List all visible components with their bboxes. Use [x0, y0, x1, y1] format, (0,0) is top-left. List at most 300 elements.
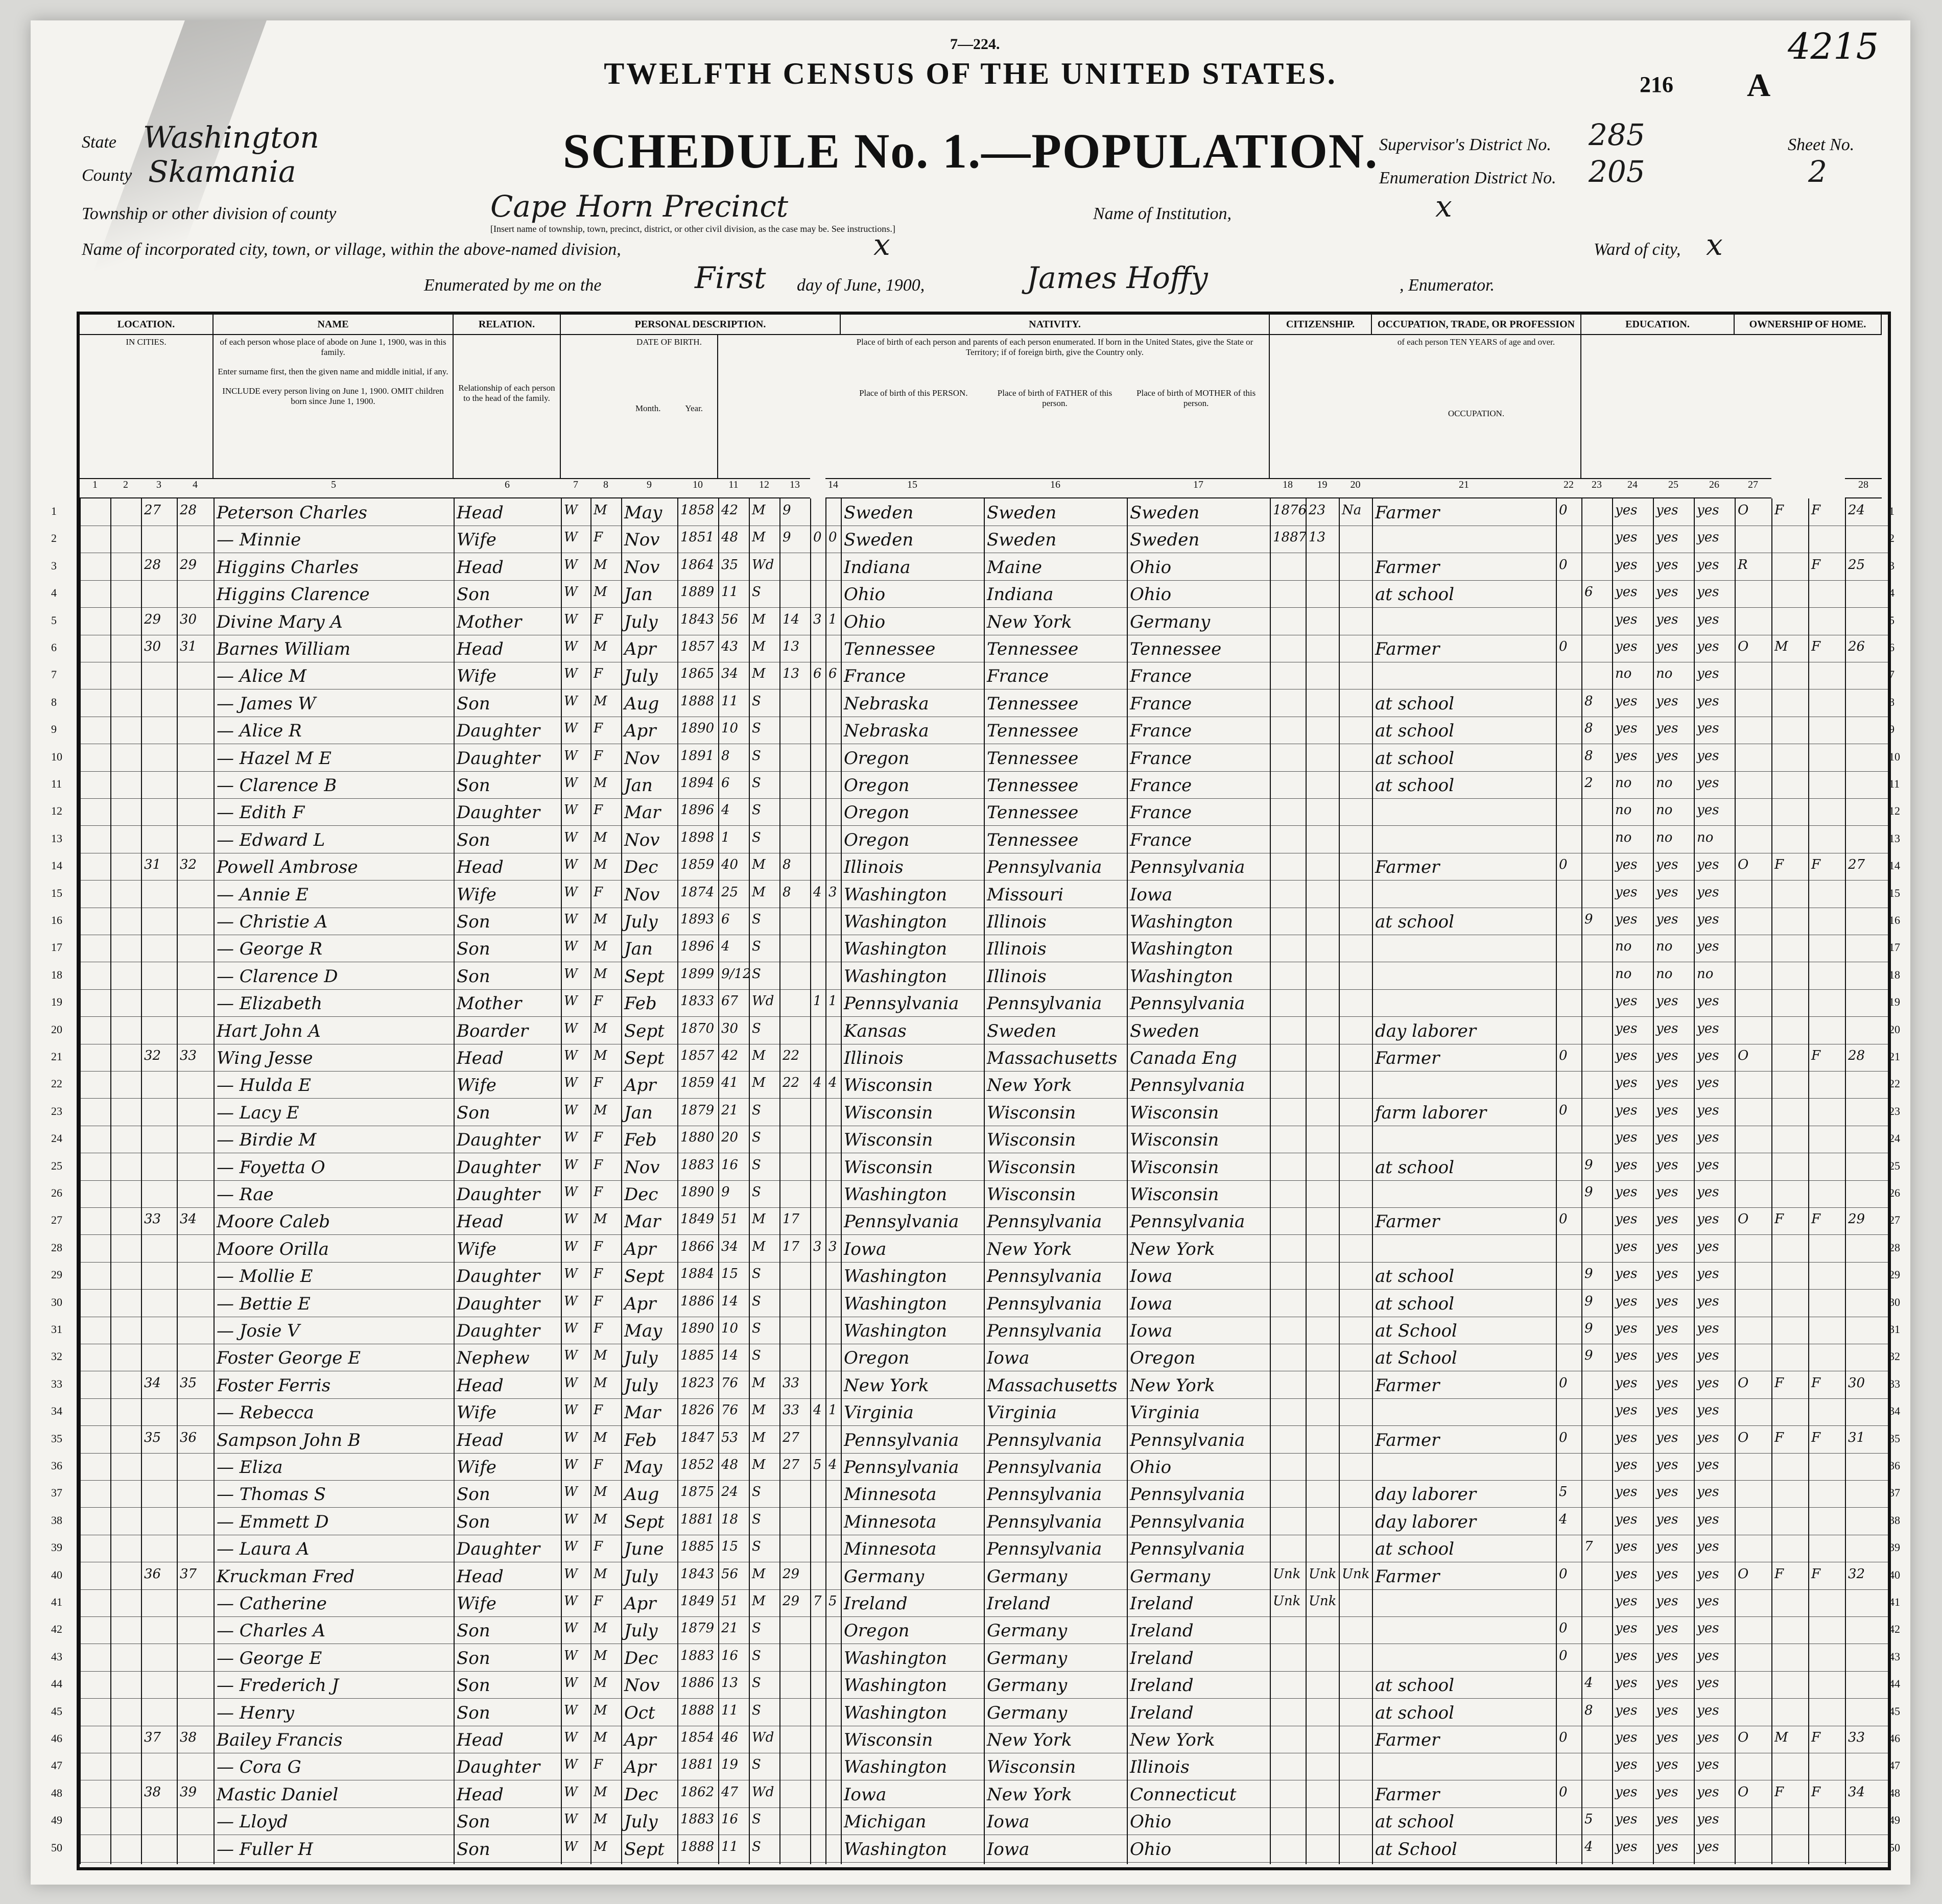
column-divider	[1270, 498, 1271, 1864]
cell-father: Sweden	[987, 503, 1057, 523]
cell-write: yes	[1656, 584, 1678, 600]
cell-year: 1879	[680, 1621, 715, 1636]
line-number: 48	[51, 1786, 62, 1799]
year-label: Year.	[685, 403, 703, 413]
cell-occupation: at school	[1375, 584, 1454, 605]
cell-age: 21	[721, 1102, 739, 1118]
column-number: 21	[1372, 478, 1556, 498]
cell-marital: S	[752, 939, 761, 955]
cell-name: Sampson John B	[217, 1430, 361, 1450]
cell-marital: S	[752, 1539, 761, 1555]
cell-birth: Oregon	[844, 748, 910, 769]
line-number: 27	[1889, 1213, 1900, 1227]
cell-name: Moore Caleb	[217, 1211, 330, 1232]
cell-birth: Wisconsin	[844, 1130, 933, 1151]
cell-name: Barnes William	[217, 639, 351, 659]
schedule-title: SCHEDULE No. 1.—POPULATION.	[562, 124, 1379, 178]
cell-write: yes	[1656, 1184, 1678, 1200]
line-number: 49	[1889, 1814, 1900, 1827]
cell-relation: Son	[457, 1702, 490, 1723]
group-ownership: OWNERSHIP OF HOME.	[1735, 315, 1882, 335]
column-divider	[1808, 498, 1809, 1864]
cell-father: Virginia	[987, 1402, 1057, 1423]
line-number: 20	[1889, 1022, 1900, 1036]
cell-unemployed: 4	[1559, 1511, 1568, 1527]
cell-age: 20	[721, 1130, 739, 1146]
cell-month: Apr	[624, 1239, 656, 1259]
cell-immig: 1876	[1273, 503, 1307, 518]
cell-marital: S	[752, 966, 761, 982]
cell-relation: Head	[457, 1048, 504, 1068]
cell-write: no	[1656, 666, 1673, 682]
cell-sex: M	[594, 1484, 607, 1500]
cell-age: 11	[721, 693, 739, 709]
cell-color: W	[564, 1730, 578, 1745]
cell-owned: O	[1738, 1048, 1749, 1063]
cell-read: yes	[1615, 1130, 1638, 1146]
cell-write: yes	[1656, 1211, 1678, 1227]
line-number: 15	[51, 886, 62, 899]
cell-english: yes	[1697, 639, 1719, 654]
cell-occupation: at school	[1375, 1812, 1454, 1832]
cell-free: F	[1774, 857, 1784, 873]
cell-year: 1899	[680, 966, 715, 982]
cell-mother: Ohio	[1130, 557, 1172, 578]
line-number: 25	[1889, 1159, 1900, 1172]
name-header	[214, 335, 454, 478]
cell-farm: F	[1811, 557, 1821, 573]
cell-age: 40	[721, 857, 739, 873]
cell-occupation: at school	[1375, 748, 1454, 769]
cell-name: — Edith F	[217, 802, 305, 823]
cell-unemployed: 0	[1559, 1430, 1568, 1445]
cell-father: Massachusetts	[987, 1048, 1118, 1068]
cell-free: F	[1774, 503, 1784, 518]
cell-marital: S	[752, 1130, 761, 1146]
line-number: 18	[1889, 968, 1900, 981]
cell-read: yes	[1615, 1075, 1638, 1091]
cell-relation: Son	[457, 1484, 490, 1505]
cell-family: 35	[180, 1375, 197, 1391]
cell-mother-of: 4	[813, 1075, 822, 1091]
cell-english: yes	[1697, 748, 1719, 764]
cell-english: yes	[1697, 1784, 1719, 1800]
cell-color: W	[564, 1566, 578, 1582]
line-number: 19	[1889, 995, 1900, 1009]
nativity-desc: Place of birth of each person and parents of each person enumerated. If born in the United States, give the State or Territory; if of foreign birth, give the Country only.	[856, 337, 1253, 357]
cell-english: yes	[1697, 1348, 1719, 1364]
form-number: 7—224.	[950, 36, 1000, 53]
line-number: 32	[51, 1350, 62, 1363]
cell-color: W	[564, 1675, 578, 1691]
cell-read: yes	[1615, 1321, 1638, 1336]
group-education: EDUCATION.	[1581, 315, 1735, 335]
cell-month: Jan	[624, 775, 653, 796]
line-number: 37	[1889, 1486, 1900, 1500]
cell-month: July	[624, 912, 658, 932]
cell-name: — Mollie E	[217, 1266, 313, 1287]
cell-occupation: Farmer	[1375, 857, 1440, 878]
ward-value: x	[1706, 227, 1723, 262]
group-personal: PERSONAL DESCRIPTION.	[561, 315, 841, 335]
cell-marital: M	[752, 1402, 766, 1418]
cell-name: — Cora G	[217, 1757, 301, 1778]
nativity-header	[841, 335, 1270, 478]
cell-year: 1826	[680, 1402, 715, 1418]
cell-dwelling: 34	[144, 1375, 161, 1391]
cell-occupation: day laborer	[1375, 1020, 1477, 1041]
cell-unemployed: 0	[1559, 1648, 1568, 1663]
cell-owned: O	[1738, 1375, 1749, 1391]
cell-read: yes	[1615, 1020, 1638, 1036]
cell-mother: Ireland	[1130, 1648, 1194, 1669]
column-number: 19	[1306, 478, 1339, 498]
cell-year: 1857	[680, 1048, 715, 1063]
cell-write: yes	[1656, 1457, 1678, 1472]
cell-mother-of: 6	[813, 666, 822, 682]
cell-school: 8	[1584, 693, 1593, 709]
column-divider	[1771, 498, 1772, 1864]
cell-write: yes	[1656, 912, 1678, 927]
cell-age: 19	[721, 1757, 739, 1773]
cell-write: no	[1656, 829, 1673, 845]
cell-read: yes	[1615, 1511, 1638, 1527]
cell-color: W	[564, 584, 578, 600]
cell-mother: Ireland	[1130, 1675, 1194, 1696]
township-label: Township or other division of county	[82, 204, 337, 223]
page-number: 216	[1640, 72, 1673, 97]
cell-relation: Head	[457, 1566, 504, 1587]
cell-english: yes	[1697, 1511, 1719, 1527]
cell-father: Pennsylvania	[987, 1211, 1102, 1232]
cell-marital: M	[752, 1211, 766, 1227]
cell-read: yes	[1615, 1184, 1638, 1200]
cell-mother: Canada Eng	[1130, 1048, 1237, 1068]
cell-write: no	[1656, 966, 1673, 982]
group-occupation: OCCUPATION, TRADE, OR PROFESSION	[1372, 315, 1581, 335]
cell-name: — Frederich J	[217, 1675, 339, 1696]
cell-schedule: 30	[1848, 1375, 1865, 1391]
name-desc: of each person whose place of abode on June 1, 1900, was in this family.	[220, 337, 446, 357]
cell-years-married: 33	[783, 1402, 800, 1418]
column-divider	[621, 498, 622, 1864]
cell-name: — Rae	[217, 1184, 274, 1205]
cell-read: yes	[1615, 1211, 1638, 1227]
column-divider	[677, 498, 678, 1864]
cell-sex: F	[594, 1402, 603, 1418]
cell-relation: Wife	[457, 1402, 496, 1423]
line-number: 14	[51, 859, 62, 872]
cell-name: — James W	[217, 693, 316, 714]
cell-occupation: Farmer	[1375, 639, 1440, 659]
cell-english: yes	[1697, 802, 1719, 818]
cell-mother: Ireland	[1130, 1621, 1194, 1641]
line-number: 10	[1889, 750, 1900, 763]
line-number: 42	[51, 1623, 62, 1636]
cell-year: 1884	[680, 1266, 715, 1282]
cell-english: no	[1697, 966, 1714, 982]
cell-month: Jan	[624, 1102, 653, 1123]
cell-father: Pennsylvania	[987, 1321, 1102, 1341]
cell-occupation: Farmer	[1375, 1375, 1440, 1396]
cell-birth: Michigan	[844, 1812, 927, 1832]
cell-year: 1886	[680, 1293, 715, 1309]
cell-father: Tennessee	[987, 721, 1079, 742]
cell-sex: F	[594, 1457, 603, 1472]
line-number: 1	[51, 505, 57, 517]
group-location: LOCATION.	[80, 315, 214, 335]
column-number: 12	[749, 478, 779, 498]
cell-unemployed: 0	[1559, 1375, 1568, 1391]
cell-english: yes	[1697, 1812, 1719, 1827]
cell-marital: M	[752, 1239, 766, 1254]
cell-write: yes	[1656, 639, 1678, 654]
cell-age: 56	[721, 611, 739, 627]
cell-color: W	[564, 1484, 578, 1500]
cell-month: Nov	[624, 884, 660, 905]
cell-mother: Wisconsin	[1130, 1102, 1219, 1123]
cell-month: Mar	[624, 1211, 661, 1232]
cell-write: yes	[1656, 1293, 1678, 1309]
cell-living: 5	[828, 1593, 837, 1609]
cell-read: yes	[1615, 530, 1638, 545]
cell-father: Wisconsin	[987, 1157, 1076, 1178]
cell-read: no	[1615, 802, 1632, 818]
cell-english: yes	[1697, 666, 1719, 682]
cell-year: 1862	[680, 1784, 715, 1800]
cell-sex: F	[594, 611, 603, 627]
cell-month: Apr	[624, 1075, 656, 1096]
cell-years-married: 29	[783, 1566, 800, 1582]
cell-year: 1896	[680, 802, 715, 818]
cell-month: May	[624, 1321, 662, 1341]
birth-person-label: Place of birth of this PERSON.	[859, 388, 968, 398]
cell-relation: Head	[457, 557, 504, 578]
cell-mother: Wisconsin	[1130, 1130, 1219, 1151]
cell-father: Pennsylvania	[987, 993, 1102, 1014]
cell-write: yes	[1656, 1157, 1678, 1173]
cell-father: Tennessee	[987, 829, 1079, 850]
cell-color: W	[564, 611, 578, 627]
column-divider	[141, 498, 142, 1864]
cell-years-married: 14	[783, 611, 800, 627]
cell-owned: O	[1738, 857, 1749, 873]
cell-month: Nov	[624, 530, 660, 551]
cell-year: 1874	[680, 884, 715, 900]
column-number: 3	[141, 478, 177, 498]
cell-father: Pennsylvania	[987, 1484, 1102, 1505]
cell-year: 1858	[680, 503, 715, 518]
cell-year: 1880	[680, 1130, 715, 1146]
cell-sex: F	[594, 1593, 603, 1609]
cell-year: 1890	[680, 721, 715, 736]
cell-mother: Ireland	[1130, 1593, 1194, 1614]
cell-mother: Oregon	[1130, 1348, 1196, 1369]
cell-birth: Sweden	[844, 530, 914, 551]
cell-name: — Bettie E	[217, 1293, 311, 1314]
column-number: 8	[590, 478, 621, 498]
cell-write: no	[1656, 939, 1673, 955]
cell-sex: F	[594, 748, 603, 764]
cell-name: Higgins Charles	[217, 557, 359, 578]
cell-write: yes	[1656, 1348, 1678, 1364]
cell-sex: M	[594, 693, 607, 709]
cell-marital: Wd	[752, 993, 774, 1009]
cell-dwelling: 33	[144, 1211, 161, 1227]
cell-age: 10	[721, 721, 739, 736]
cell-color: W	[564, 1211, 578, 1227]
cell-month: Dec	[624, 1648, 658, 1669]
month-label: Month.	[635, 403, 661, 413]
cell-english: yes	[1697, 1839, 1719, 1854]
column-divider	[1581, 498, 1582, 1864]
cell-marital: Wd	[752, 557, 774, 573]
cell-age: 25	[721, 884, 739, 900]
line-number: 24	[51, 1132, 62, 1145]
cell-birth: Oregon	[844, 1348, 910, 1369]
cell-english: yes	[1697, 939, 1719, 955]
cell-year: 1898	[680, 829, 715, 845]
cell-write: yes	[1656, 693, 1678, 709]
cell-month: May	[624, 503, 662, 523]
cell-color: W	[564, 666, 578, 682]
line-number: 40	[1889, 1568, 1900, 1581]
cell-age: 16	[721, 1648, 739, 1663]
line-number: 22	[1889, 1077, 1900, 1090]
cell-sex: M	[594, 775, 607, 791]
cell-sex: F	[594, 1130, 603, 1146]
column-divider	[1127, 498, 1128, 1864]
cell-read: no	[1615, 775, 1632, 791]
cell-color: W	[564, 1266, 578, 1282]
cell-year: 1847	[680, 1430, 715, 1445]
cell-year: 1888	[680, 1702, 715, 1718]
cell-write: yes	[1656, 1730, 1678, 1745]
cell-english: yes	[1697, 557, 1719, 573]
cell-age: 56	[721, 1566, 739, 1582]
line-number: 36	[1889, 1459, 1900, 1472]
cell-farm: F	[1811, 503, 1821, 518]
supervisor-value: 285	[1589, 117, 1645, 152]
cell-father: Pennsylvania	[987, 1457, 1102, 1478]
state-value: Washington	[143, 120, 319, 155]
line-number: 21	[1889, 1050, 1900, 1063]
cell-read: yes	[1615, 1839, 1638, 1854]
cell-name: — Rebecca	[217, 1402, 314, 1423]
line-number: 17	[51, 941, 62, 954]
cell-year: 1849	[680, 1593, 715, 1609]
cell-birth: Nebraska	[844, 721, 929, 742]
cell-owned: O	[1738, 1566, 1749, 1582]
cell-read: yes	[1615, 721, 1638, 736]
line-number: 7	[1889, 668, 1894, 681]
cell-name: — Annie E	[217, 884, 309, 905]
cell-father: Illinois	[987, 939, 1047, 960]
cell-write: yes	[1656, 1566, 1678, 1582]
cell-read: yes	[1615, 503, 1638, 518]
cell-write: yes	[1656, 1648, 1678, 1663]
cell-color: W	[564, 1157, 578, 1173]
cell-write: no	[1656, 802, 1673, 818]
cell-birth: Ohio	[844, 611, 886, 632]
cell-month: Nov	[624, 748, 660, 769]
cell-birth: Washington	[844, 1266, 948, 1287]
column-divider	[779, 498, 780, 1864]
cell-sex: M	[594, 1348, 607, 1364]
cell-occupation: at School	[1375, 1839, 1457, 1860]
cell-read: yes	[1615, 639, 1638, 654]
cell-name: — Eliza	[217, 1457, 283, 1478]
cell-unemployed: 0	[1559, 1211, 1568, 1227]
cell-father: Sweden	[987, 530, 1057, 551]
cell-english: yes	[1697, 884, 1719, 900]
line-number: 7	[51, 668, 57, 681]
line-number: 40	[51, 1568, 62, 1581]
cell-occupation: at School	[1375, 1321, 1457, 1341]
cell-year: 1888	[680, 693, 715, 709]
cell-father: Sweden	[987, 1020, 1057, 1041]
line-number: 9	[51, 723, 57, 736]
cell-year: 1843	[680, 1566, 715, 1582]
cell-age: 47	[721, 1784, 739, 1800]
cell-sex: F	[594, 993, 603, 1009]
cell-school: 6	[1584, 584, 1593, 600]
cell-english: yes	[1697, 1621, 1719, 1636]
cell-color: W	[564, 1593, 578, 1609]
cell-years-married: 17	[783, 1239, 800, 1254]
cell-year: 1875	[680, 1484, 715, 1500]
cell-occupation: at school	[1375, 1539, 1454, 1560]
township-note: [Insert name of township, town, precinct, district, or other civil division, as the case may be. See instructions.]	[490, 224, 895, 234]
cell-sex: F	[594, 1539, 603, 1555]
cell-farm: F	[1811, 639, 1821, 654]
line-number: 42	[1889, 1623, 1900, 1636]
cell-mother-of: 7	[813, 1593, 822, 1609]
cell-read: yes	[1615, 1593, 1638, 1609]
line-number: 34	[51, 1405, 62, 1418]
cell-relation: Son	[457, 1102, 490, 1123]
cell-birth: Pennsylvania	[844, 1211, 959, 1232]
enumeration-label: Enumeration District No.	[1379, 169, 1556, 187]
cell-name: Mastic Daniel	[217, 1784, 339, 1805]
cell-marital: S	[752, 1757, 761, 1773]
cell-school: 9	[1584, 1348, 1593, 1364]
cell-unemployed: 5	[1559, 1484, 1568, 1500]
cell-relation: Son	[457, 966, 490, 987]
cell-school: 9	[1584, 1157, 1593, 1173]
cell-name: — Lloyd	[217, 1812, 288, 1832]
line-number: 30	[51, 1295, 62, 1308]
cell-relation: Daughter	[457, 1293, 540, 1314]
cell-write: yes	[1656, 1757, 1678, 1773]
cell-name: — Birdie M	[217, 1130, 317, 1151]
cell-age: 16	[721, 1812, 739, 1827]
cell-write: yes	[1656, 1321, 1678, 1336]
group-relation: RELATION.	[454, 315, 561, 335]
line-number: 47	[1889, 1759, 1900, 1772]
cell-age: 30	[721, 1020, 739, 1036]
census-sheet	[31, 20, 1910, 1885]
cell-occupation: Farmer	[1375, 1048, 1440, 1068]
cell-marital: M	[752, 666, 766, 682]
cell-birth: Wisconsin	[844, 1102, 933, 1123]
cell-month: July	[624, 666, 658, 687]
cell-month: Aug	[624, 693, 659, 714]
cell-mother: Germany	[1130, 1566, 1211, 1587]
cell-read: yes	[1615, 1266, 1638, 1282]
cell-mother: New York	[1130, 1375, 1215, 1396]
cell-occupation: at school	[1375, 1293, 1454, 1314]
